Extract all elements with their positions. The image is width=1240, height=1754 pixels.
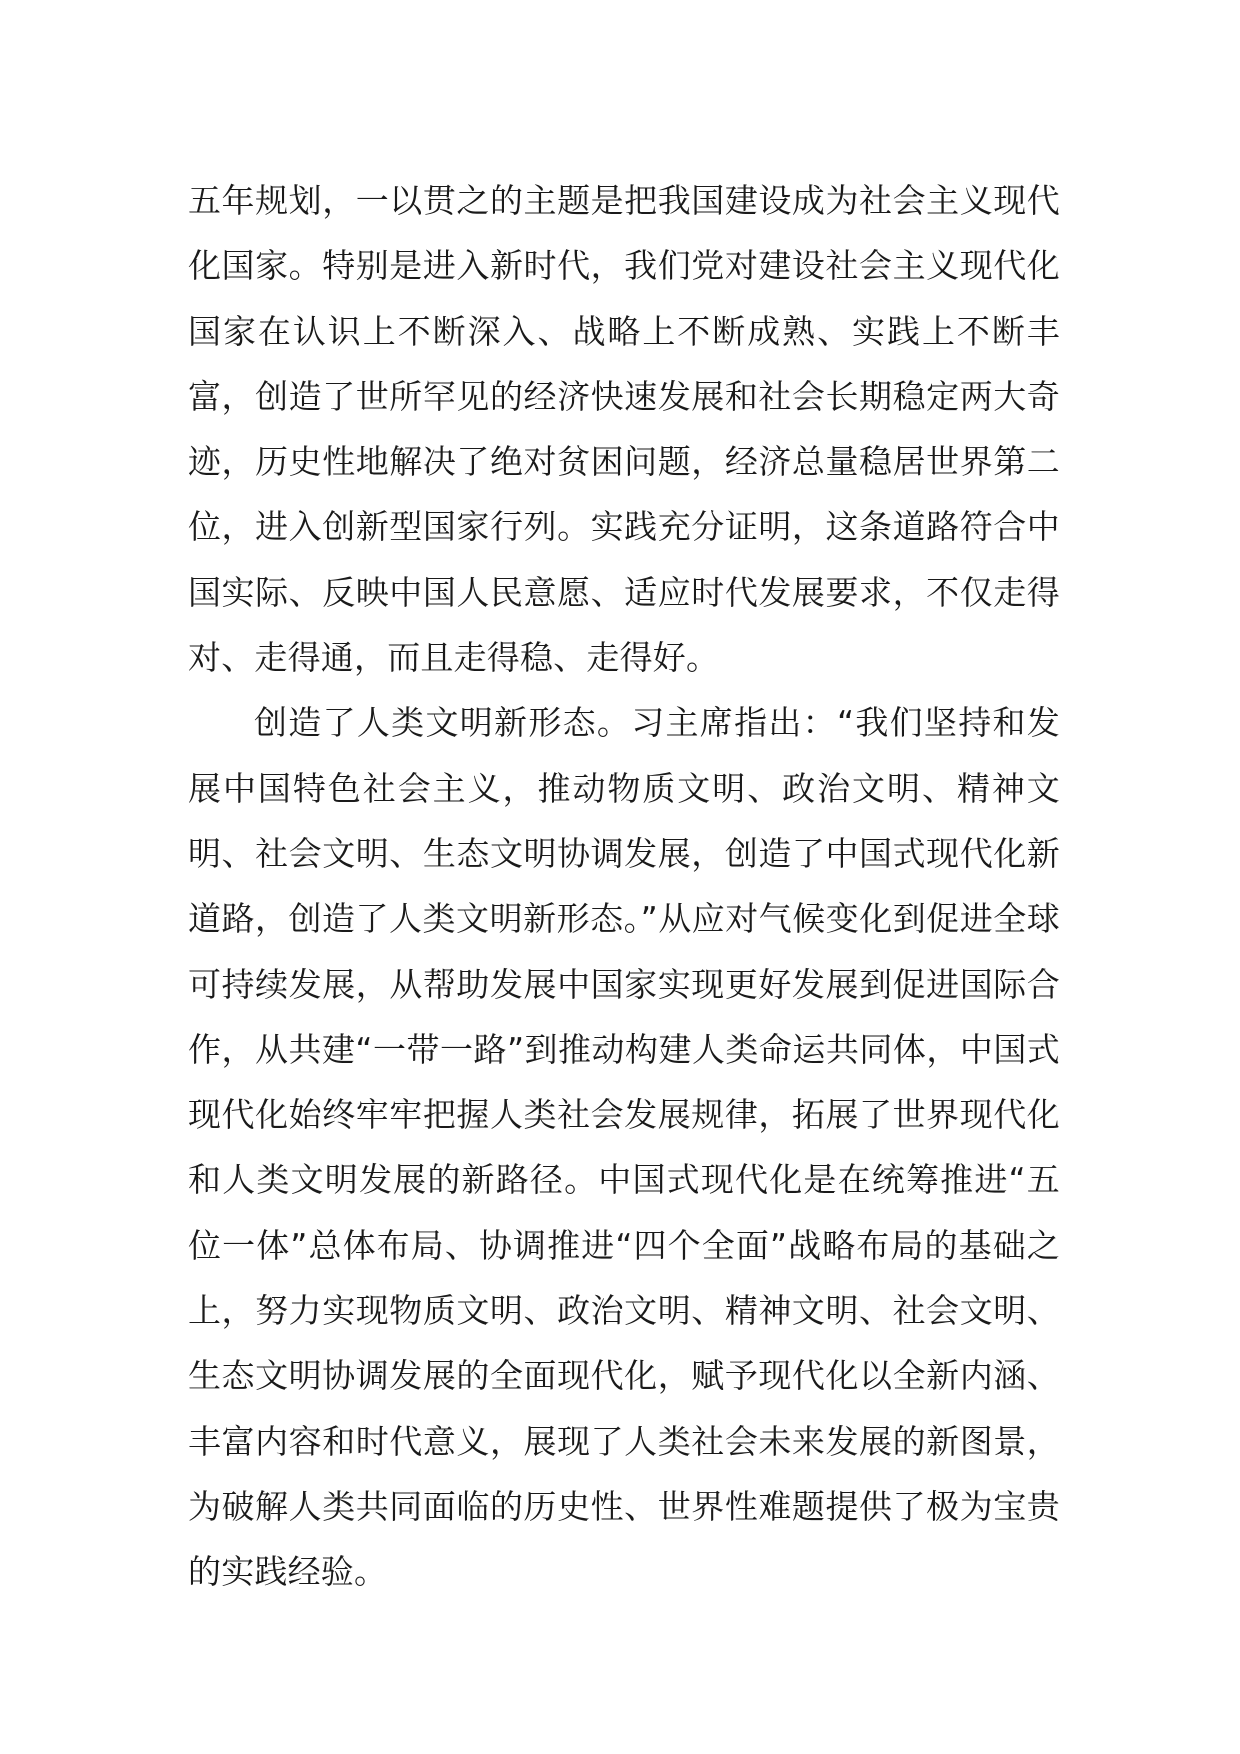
document-body [188,168,1060,1605]
paragraph-new-civilization: 创造了人类文明新形态。习主席指出：“我们坚持和发展中国特色社会主义，推动物质文明、政治文明、精神文明、社会文明、生态文明协调发展，创造了中国式现代化新道路，创造了人类文明新形态。”从应对气候变化到促进全球可持续发展，从帮助发展中国家实现更好发展到促进国际合作，从共建“一带一路”到推动构建人类命运共同体，中国式现代化始终牢牢把握人类社会发展规律，拓展了世界现代化和人类文明发展的新路径。中国式现代化是在统筹推进“五位一体”总体布局、协调推进“四个全面”战略布局的基础之上，努力实现物质文明、政治文明、精神文明、社会文明、生态文明协调发展的全面现代化，赋予现代化以全新内涵、丰富内容和时代意义，展现了人类社会未来发展的新图景，为破解人类共同面临的历史性、世界性难题提供了极为宝贵的实践经验。 [188,703,1060,1592]
paragraph-continued: 五年规划，一以贯之的主题是把我国建设成为社会主义现代化国家。特别是进入新时代，我们党对建设社会主义现代化国家在认识上不断深入、战略上不断成熟、实践上不断丰富，创造了世所罕见的经济快速发展和社会长期稳定两大奇迹，历史性地解决了绝对贫困问题，经济总量稳居世界第二位，进入创新型国家行列。实践充分证明，这条道路符合中国实际、反映中国人民意愿、适应时代发展要求，不仅走得对、走得通，而且走得稳、走得好。 [188,181,1060,678]
